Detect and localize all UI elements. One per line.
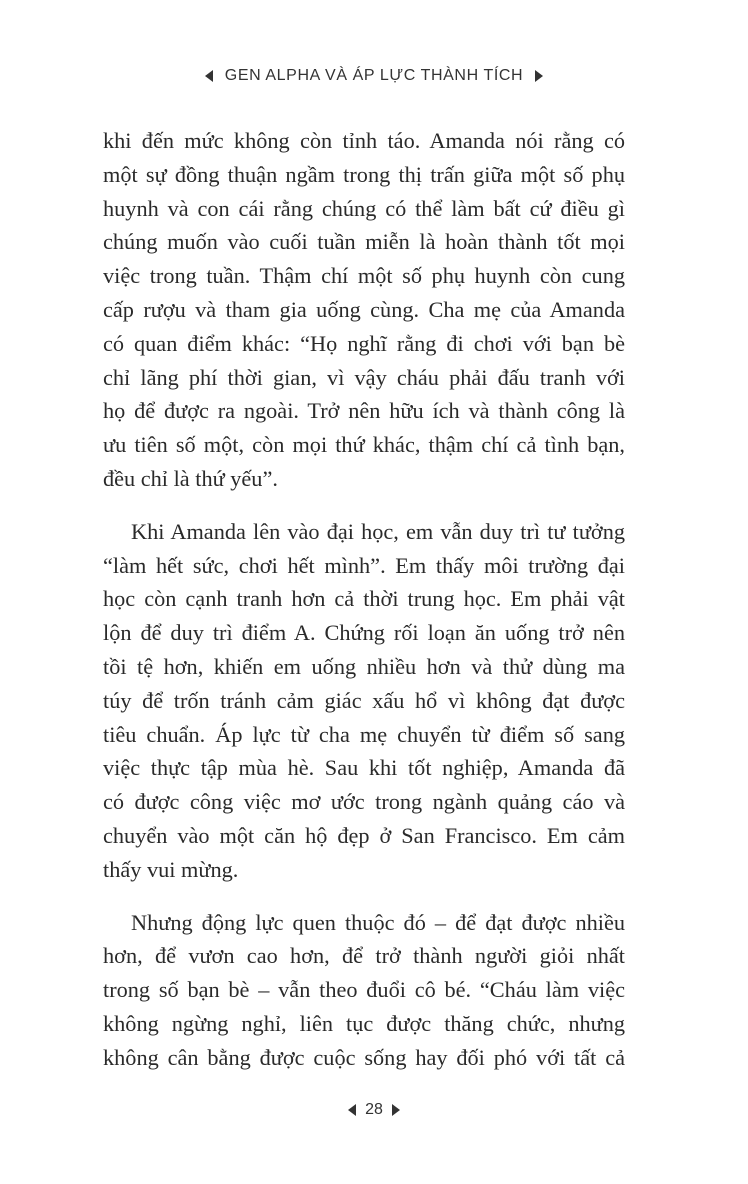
text-line: tồi tệ hơn, khiến em uống nhiều hơn và thử dùng ma [103, 653, 625, 679]
text-line: hơn, để vươn cao hơn, để trở thành người giỏi nhất [103, 943, 625, 969]
text-line: Khi Amanda lên vào đại học, em vẫn duy trì tư tưởng [131, 518, 625, 544]
text-line: chỉ lãng phí thời gian, vì vậy cháu phải đấu tranh với [103, 364, 625, 390]
running-header [0, 63, 748, 89]
page-body [103, 124, 625, 1075]
paragraph-spacer [103, 887, 625, 906]
text-line: chúng muốn vào cuối tuần miễn là hoàn thành tốt mọi [103, 229, 625, 255]
text-line: Nhưng động lực quen thuộc đó – để đạt được nhiều [131, 909, 625, 935]
text-line: thấy vui mừng. [103, 856, 239, 882]
text-line: họ để được ra ngoài. Trở nên hữu ích và thành công là [103, 398, 625, 424]
text-line: một sự đồng thuận ngầm trong thị trấn giữa một số phụ [103, 161, 625, 187]
paragraph-spacer [103, 496, 625, 515]
text-line: có quan điểm khác: “Họ nghĩ rằng đi chơi với bạn bè [103, 330, 625, 356]
text-line: không cân bằng được cuộc sống hay đối phó với tất cả [103, 1044, 625, 1070]
text-line: “làm hết sức, chơi hết mình”. Em thấy môi trường đại [103, 552, 625, 578]
text-line: có được công việc mơ ước trong ngành quảng cáo và [103, 789, 625, 815]
text-line: việc thực tập mùa hè. Sau khi tốt nghiệp, Amanda đã [103, 755, 625, 781]
text-line: việc trong tuần. Thậm chí một số phụ huynh còn cung [103, 263, 625, 289]
text-line: cấp rượu và tham gia uống cùng. Cha mẹ của Amanda [103, 296, 625, 322]
text-line: túy để trốn tránh cảm giác xấu hổ vì không đạt được [103, 687, 625, 713]
page-footer [0, 1098, 748, 1122]
text-line: không ngừng nghỉ, liên tục được thăng chức, nhưng [103, 1010, 625, 1036]
text-line: tiêu chuẩn. Áp lực từ cha mẹ chuyển từ điểm số sang [103, 721, 625, 747]
paragraph-2 [103, 515, 625, 887]
triangle-right-icon [392, 1104, 400, 1116]
text-line: chuyển vào một căn hộ đẹp ở San Francisco. Em cảm [103, 822, 625, 848]
triangle-left-icon [348, 1104, 356, 1116]
text-line: khi đến mức không còn tỉnh táo. Amanda nói rằng có [103, 128, 625, 153]
text-line: lộn để duy trì điểm A. Chứng rối loạn ăn uống trở nên [103, 620, 625, 646]
paragraph-3 [103, 906, 625, 1075]
triangle-left-icon [205, 70, 213, 82]
page-number: 28 [365, 1101, 383, 1118]
text-line: ưu tiên số một, còn mọi thứ khác, thậm chí cả tình bạn, [103, 432, 625, 458]
text-line: đều chỉ là thứ yếu”. [103, 465, 278, 491]
text-line: trong số bạn bè – vẫn theo đuổi cô bé. “Cháu làm việc [103, 977, 625, 1003]
text-line: học còn cạnh tranh hơn cả thời trung học. Em phải vật [103, 586, 625, 612]
paragraph-1 [103, 124, 625, 496]
triangle-right-icon [535, 70, 543, 82]
running-header-title: GEN ALPHA VÀ ÁP LỰC THÀNH TÍCH [224, 67, 524, 84]
text-line: huynh và con cái rằng chúng có thể làm bất cứ điều gì [103, 195, 625, 221]
